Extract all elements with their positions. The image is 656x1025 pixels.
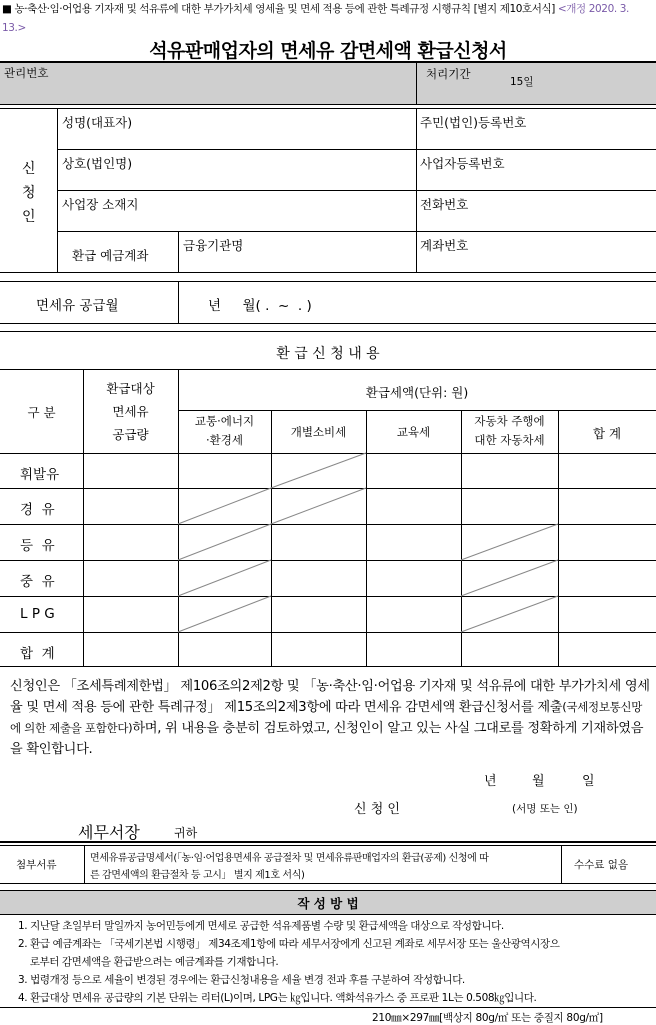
phone-label: 전화번호 — [420, 197, 469, 212]
na-lpg-traffic — [178, 596, 271, 632]
declaration-part1: 신청인은 「조세특례제한법」 제106조의2제2항 및 「농·축산·임·어업용 기자재 및 석유류에 대한 부가가치세 영세율 및 면세 적용 등에 관한 특례규정」 제15조의2제3항에 따라 면세유 감면세액 환급신청서를 제출 — [10, 679, 650, 715]
recipient-label: 세무서장 — [78, 823, 140, 842]
applicant-side-label-1: 신 — [22, 161, 36, 177]
attachments-line2: 른 감면세액의 환급절차 등 고시」 별지 제1호 서식) — [90, 870, 305, 881]
management-bar — [0, 62, 656, 104]
row-label-heavy-oil: 중 유 — [20, 574, 55, 590]
applicant-side-label-2: 청 — [22, 185, 36, 201]
account-number-label: 계좌번호 — [420, 238, 469, 253]
na-lpg-car — [461, 596, 558, 632]
declaration-part-small: (국세정보통신망에 의한 제출을 포함한다) — [10, 700, 643, 735]
method-item-4: 4. 환급대상 면세유 공급량의 기본 단위는 리터(L)이며, LPG는 ㎏입니다. 액화석유가스 중 프로판 1L는 0.508㎏입니다. — [18, 992, 537, 1004]
row-label-lpg: L P G — [20, 606, 55, 622]
supply-month-value: 년 월( . ~ . ) — [208, 298, 312, 314]
category-header: 구 분 — [27, 405, 56, 420]
row-label-kerosene: 등 유 — [20, 538, 55, 554]
declaration-text — [10, 676, 650, 760]
method-item-2-cont: 로부터 감면세액을 환급받으려는 예금계좌를 기재합니다. — [18, 956, 279, 968]
supply-month-label: 면세유 공급월 — [36, 298, 119, 314]
resident-number-label: 주민(법인)등록번호 — [420, 115, 527, 130]
recipient-suffix: 귀하 — [174, 826, 198, 840]
na-heavy-traffic — [178, 560, 271, 596]
date-year: 년 — [484, 774, 497, 789]
traffic-tax-header-1: 교통·에너지 — [194, 414, 255, 428]
bank-name-label: 금융기관명 — [183, 238, 244, 253]
management-number-label: 관리번호 — [4, 66, 49, 80]
na-kerosene-traffic — [178, 524, 271, 560]
row-label-diesel: 경 유 — [20, 502, 55, 518]
na-diesel-special — [271, 488, 366, 524]
car-tax-header-2: 대한 자동차세 — [474, 433, 545, 447]
processing-period-label: 처리기간 — [426, 67, 471, 81]
row-label-total: 합 계 — [20, 646, 55, 662]
refund-content-title: 환 급 신 청 내 용 — [276, 346, 380, 362]
na-diesel-traffic — [178, 488, 271, 524]
paper-spec-footer: 210㎜×297㎜[백상지 80g/㎡ 또는 중질지 80g/㎡] — [372, 1012, 603, 1024]
declaration-part2: 하며, 위 내용을 충분히 검토하였고, 신청인이 알고 있는 사실 그대로를 정확하게 기재하였음을 확인합니다. — [10, 721, 644, 757]
na-heavy-car — [461, 560, 558, 596]
refund-account-label: 환급 예금계좌 — [72, 248, 149, 263]
special-consumption-tax-header: 개별소비세 — [290, 425, 347, 439]
name-label: 성명(대표자) — [62, 115, 133, 130]
traffic-tax-header-2: ·환경세 — [206, 433, 243, 447]
address-label: 사업장 소재지 — [62, 197, 139, 212]
sign-hint: (서명 또는 인) — [512, 803, 578, 815]
attachments-label: 첨부서류 — [16, 859, 57, 871]
business-number-label: 사업자등록번호 — [420, 156, 505, 171]
target-volume-header-1: 환급대상 — [106, 381, 155, 396]
total-header: 합 계 — [592, 426, 622, 441]
form-title: 석유판매업자의 면세유 감면세액 환급신청서 — [149, 40, 507, 62]
row-label-gasoline: 휘발유 — [20, 467, 60, 483]
education-tax-header: 교육세 — [396, 425, 431, 439]
refund-amount-header: 환급세액(단위: 원) — [365, 385, 469, 400]
na-gasoline-special — [271, 453, 366, 488]
date-day: 일 — [582, 774, 595, 789]
method-item-1: 1. 지난달 초일부터 말일까지 농어민등에게 면세로 공급한 석유제품별 수량 및 환급세액을 대상으로 작성합니다. — [18, 920, 504, 932]
date-month: 월 — [532, 774, 545, 789]
form-header — [2, 0, 654, 38]
method-item-3: 3. 법령개정 등으로 세율이 변경된 경우에는 환급신청내용을 세율 변경 전과 후를 구분하여 작성합니다. — [18, 974, 465, 986]
revision-date: <개정 2020. 3. 13.> — [2, 3, 629, 34]
company-name-label: 상호(법인명) — [62, 156, 133, 171]
applicant-side-label-3: 인 — [22, 209, 36, 225]
na-kerosene-car — [461, 524, 558, 560]
attachments-line1: 면세유류공급명세서(「농·임·어업용면세유 공급절차 및 면세유류판매업자의 환급(공제) 신청에 따 — [90, 853, 489, 864]
target-volume-header-2: 면세유 — [112, 404, 149, 419]
car-tax-header-1: 자동차 주행에 — [474, 414, 545, 428]
fee-label: 수수료 없음 — [574, 859, 629, 871]
method-title: 작 성 방 법 — [297, 896, 359, 911]
processing-days: 15일 — [510, 76, 534, 88]
form-header-text: ■ 농·축산·임·어업용 기자재 및 석유류에 대한 부가가치세 영세율 및 면세 적용 등에 관한 특례규정 시행규칙 [별지 제10호서식] — [2, 3, 555, 15]
target-volume-header-3: 공급량 — [112, 427, 149, 442]
signer-label: 신 청 인 — [354, 802, 400, 817]
method-item-2: 2. 환급 예금계좌는 「국세기본법 시행령」 제34조제1항에 따라 세무서장에게 신고된 계좌로 세무서장 또는 울산광역시장으 — [18, 938, 560, 950]
